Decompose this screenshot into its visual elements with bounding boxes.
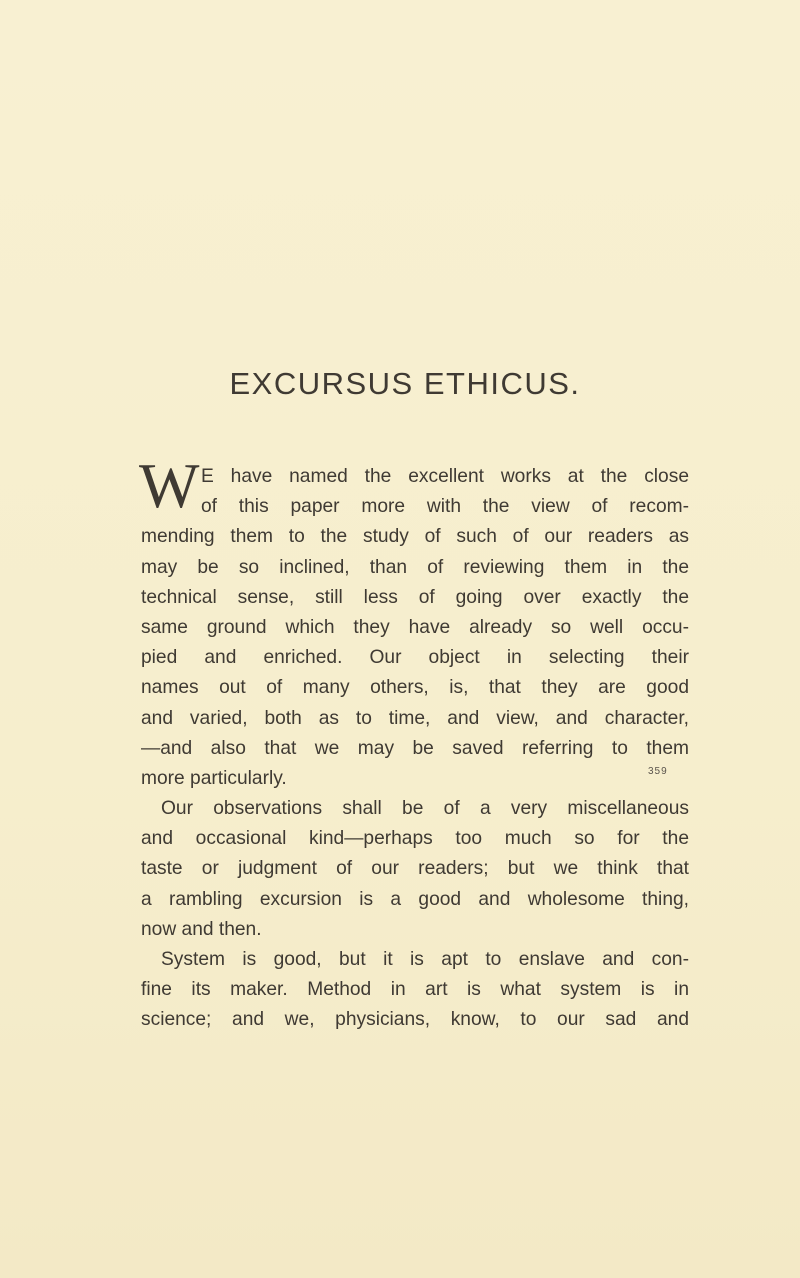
text-line: and occasional kind—perhaps too much so for the (141, 828, 689, 850)
text-line: now and then. (141, 918, 262, 940)
text-line: E have named the excellent works at the close (201, 466, 689, 487)
text-line: science; and we, physicians, know, to our sad and (141, 1009, 689, 1031)
text-line: mending them to the study of such of our readers as (141, 526, 689, 548)
text-line: of this paper more with the view of recom- (201, 496, 689, 518)
chapter-title: EXCURSUS ETHICUS. (229, 366, 581, 401)
text-line: pied and enriched. Our object in selecting their (141, 647, 689, 669)
text-line: more particularly. (141, 767, 287, 789)
text-line: taste or judgment of our readers; but we think that (141, 858, 689, 880)
body-text (139, 450, 689, 1036)
text-line: same ground which they have already so well occu- (141, 616, 689, 638)
text-line: System is good, but it is apt to enslave and con- (161, 949, 689, 970)
text-line: fine its maker. Method in art is what system is in (141, 979, 689, 1001)
text-line: names out of many others, is, that they are good (141, 677, 689, 699)
text-line: —and also that we may be saved referring to them (141, 737, 689, 759)
text-line: a rambling excursion is a good and wholesome thing, (141, 888, 689, 910)
drop-cap: W (139, 450, 200, 521)
text-line: Our observations shall be of a very miscellaneous (161, 798, 689, 820)
text-line: may be so inclined, than of reviewing them in the (141, 556, 689, 578)
text-line: and varied, both as to time, and view, and character, (141, 707, 689, 729)
text-line: technical sense, still less of going over exactly the (141, 586, 689, 608)
page-number: 359 (648, 766, 668, 777)
